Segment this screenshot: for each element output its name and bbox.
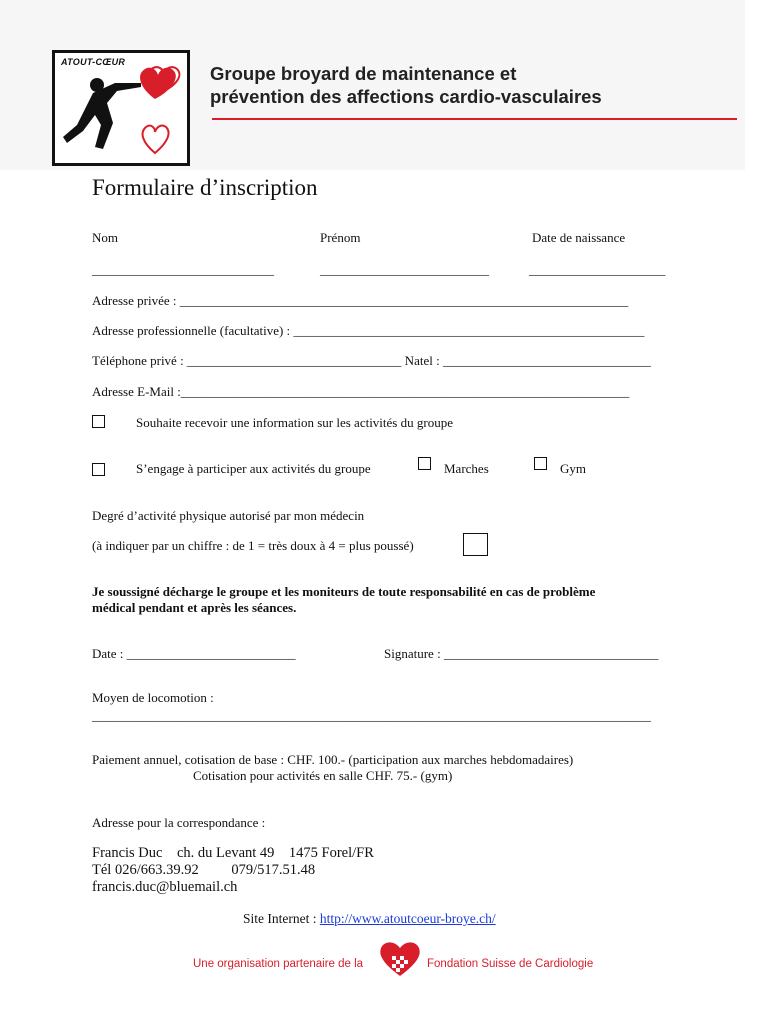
field-date[interactable]: Date : __________________________: [92, 646, 296, 661]
label-degre-activite: Degré d’activité physique autorisé par mon médecin: [92, 508, 365, 523]
label-nom: Nom: [92, 230, 118, 245]
checkbox-marches[interactable]: [418, 457, 431, 470]
contact-phone: Tél 026/663.39.92 079/517.51.48: [92, 862, 316, 878]
field-telephone-natel[interactable]: Téléphone privé : _________________________________ Natel : ________________________________: [92, 353, 651, 368]
label-information: Souhaite recevoir une information sur les activités du groupe: [136, 415, 453, 430]
field-date-naissance[interactable]: _____________________: [529, 262, 666, 277]
form-title: Formulaire d’inscription: [92, 175, 318, 200]
label-prenom: Prénom: [320, 230, 361, 245]
site-line: [243, 911, 496, 927]
paiement-line-2: Cotisation pour activités en salle CHF. 75.- (gym): [193, 768, 453, 783]
decharge-line-2: médical pendant et après les séances.: [92, 600, 297, 615]
field-email[interactable]: Adresse E-Mail :_____________________________________________________________________: [92, 384, 630, 399]
label-gym: Gym: [560, 461, 586, 476]
footer-partner-text: Une organisation partenaire de la: [193, 958, 364, 970]
org-name-line-2: prévention des affections cardio-vasculaires: [210, 86, 602, 107]
label-correspondance: Adresse pour la correspondance :: [92, 815, 266, 830]
contact-block: [92, 845, 374, 896]
contact-email: francis.duc@bluemail.ch: [92, 879, 238, 895]
paiement-line-1: Paiement annuel, cotisation de base : CHF. 100.- (participation aux marches hebdomadaires): [92, 752, 574, 767]
contact-address: Francis Duc ch. du Levant 49 1475 Forel/FR: [92, 845, 374, 861]
field-adresse-professionnelle[interactable]: Adresse professionnelle (facultative) : ______________________________________________________: [92, 323, 645, 338]
checkbox-gym[interactable]: [534, 457, 547, 470]
header-red-rule: [212, 118, 737, 120]
runner-heart-icon: [55, 53, 187, 163]
checkbox-engagement[interactable]: [92, 463, 105, 476]
label-engagement: S’engage à participer aux activités du groupe: [136, 461, 371, 476]
field-locomotion[interactable]: ______________________________________________________________________________________: [92, 708, 651, 723]
label-date-naissance: Date de naissance: [532, 230, 626, 245]
field-nom[interactable]: ____________________________: [92, 262, 274, 277]
field-prenom[interactable]: __________________________: [320, 262, 489, 277]
site-label: Site Internet :: [243, 911, 320, 926]
swiss-heart-foundation-icon: [377, 940, 423, 978]
footer-foundation-text: Fondation Suisse de Cardiologie: [427, 958, 594, 970]
checkbox-information[interactable]: [92, 415, 105, 428]
input-degre-activite[interactable]: [463, 533, 488, 556]
label-degre-echelle: (à indiquer par un chiffre : de 1 = très doux à 4 = plus poussé): [92, 538, 414, 553]
field-adresse-privee[interactable]: Adresse privée : _____________________________________________________________________: [92, 293, 629, 308]
logo-text: ATOUT-CŒUR: [61, 57, 126, 67]
site-link[interactable]: http://www.atoutcoeur-broye.ch/: [319, 911, 496, 926]
organization-name: [210, 62, 602, 108]
label-marches: Marches: [444, 461, 489, 476]
atout-coeur-logo: [52, 50, 190, 166]
label-locomotion: Moyen de locomotion :: [92, 690, 214, 705]
field-signature[interactable]: Signature : _________________________________: [384, 646, 659, 661]
decharge-line-1: Je soussigné décharge le groupe et les moniteurs de toute responsabilité en cas de problème: [92, 584, 596, 599]
org-name-line-1: Groupe broyard de maintenance et: [210, 63, 517, 84]
